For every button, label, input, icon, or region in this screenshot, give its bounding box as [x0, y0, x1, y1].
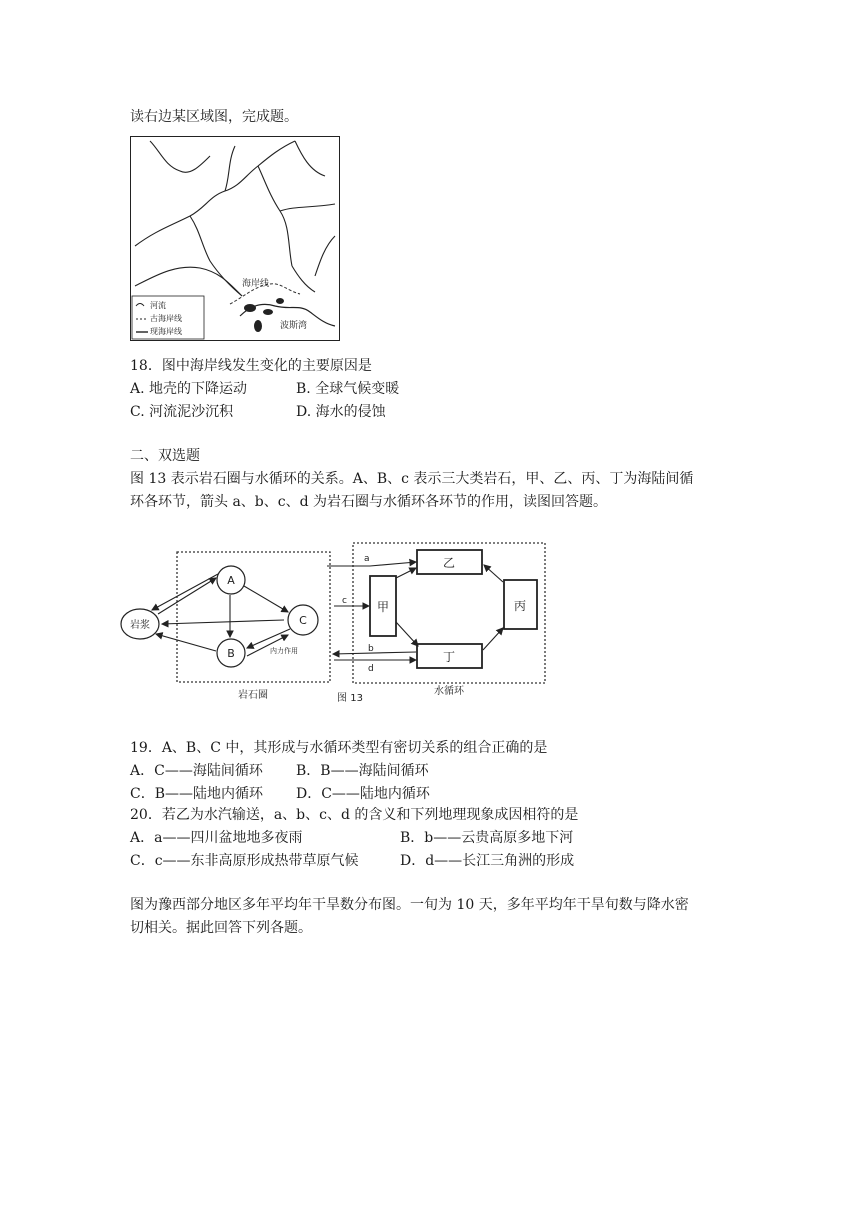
q18-option-b[interactable]: B. 全球气候变暖 [296, 381, 400, 397]
q19-stem: 19．A、B、C 中，其形成与水循环类型有密切关系的组合正确的是 [130, 740, 548, 756]
q19-option-b[interactable]: B．B——海陆间循环 [296, 763, 429, 779]
fig13-description-1: 图 13 表示岩石圈与水循环的关系。A、B、c 表示三大类岩石，甲、乙、丙、丁为海陆间循 [130, 471, 694, 487]
map-label-gulf: 波斯湾 [280, 321, 308, 331]
node-B: B [227, 647, 235, 660]
q20-option-d[interactable]: D．d——长江三角洲的形成 [400, 853, 575, 869]
node-C: C [299, 614, 307, 627]
figure-13-diagram [120, 540, 560, 705]
legend-old-coast: 古海岸线 [150, 314, 182, 323]
q20-option-a[interactable]: A．a——四川盆地地多夜雨 [130, 830, 303, 846]
final-paragraph-2: 切相关。据此回答下列各题。 [130, 920, 312, 936]
node-A: A [227, 574, 235, 587]
region-map [130, 136, 340, 341]
q18-option-c[interactable]: C. 河流泥沙沉积 [130, 404, 234, 420]
q19-option-c[interactable]: C．B——陆地内循环 [130, 786, 263, 802]
box-bing: 丙 [513, 599, 527, 613]
caption-water: 水循环 [434, 686, 464, 697]
q18-option-d[interactable]: D. 海水的侵蚀 [296, 404, 386, 420]
map-label-coast: 海岸线 [242, 279, 270, 289]
arrow-a-label: a [364, 554, 370, 564]
fig13-description-2: 环各环节，箭头 a、b、c、d 为岩石圈与水循环各环节的作用，读图回答题。 [130, 494, 608, 510]
section-heading: 二、双选题 [130, 448, 200, 464]
legend-now-coast: 现海岸线 [150, 327, 182, 336]
box-yi: 乙 [442, 556, 456, 570]
arrow-d-label: d [368, 664, 374, 674]
q20-stem: 20．若乙为水汽输送，a、b、c、d 的含义和下列地理现象成因相符的是 [130, 807, 579, 823]
arrow-b-label: b [368, 644, 374, 654]
q18-stem: 18．图中海岸线发生变化的主要原因是 [130, 358, 372, 374]
box-jia: 甲 [376, 600, 390, 614]
caption-rock: 岩石圈 [238, 690, 268, 701]
intro-text: 读右边某区域图，完成题。 [130, 109, 298, 125]
node-magma: 岩浆 [130, 620, 150, 631]
q20-option-c[interactable]: C．c——东非高原形成热带草原气候 [130, 853, 359, 869]
box-ding: 丁 [442, 650, 456, 664]
caption-figure: 图 13 [337, 693, 363, 704]
q20-option-b[interactable]: B．b——云贵高原多地下河 [400, 830, 574, 846]
legend-river: 河流 [150, 301, 166, 310]
q18-option-a[interactable]: A. 地壳的下降运动 [130, 381, 248, 397]
q19-option-d[interactable]: D．C——陆地内循环 [296, 786, 430, 802]
q19-option-a[interactable]: A．C——海陆间循环 [130, 763, 263, 779]
internal-force-label: 内力作用 [270, 647, 298, 655]
arrow-c-label: c [342, 596, 347, 606]
final-paragraph-1: 图为豫西部分地区多年平均年干旱数分布图。一旬为 10 天，多年平均年干旱旬数与降水密 [130, 897, 689, 913]
